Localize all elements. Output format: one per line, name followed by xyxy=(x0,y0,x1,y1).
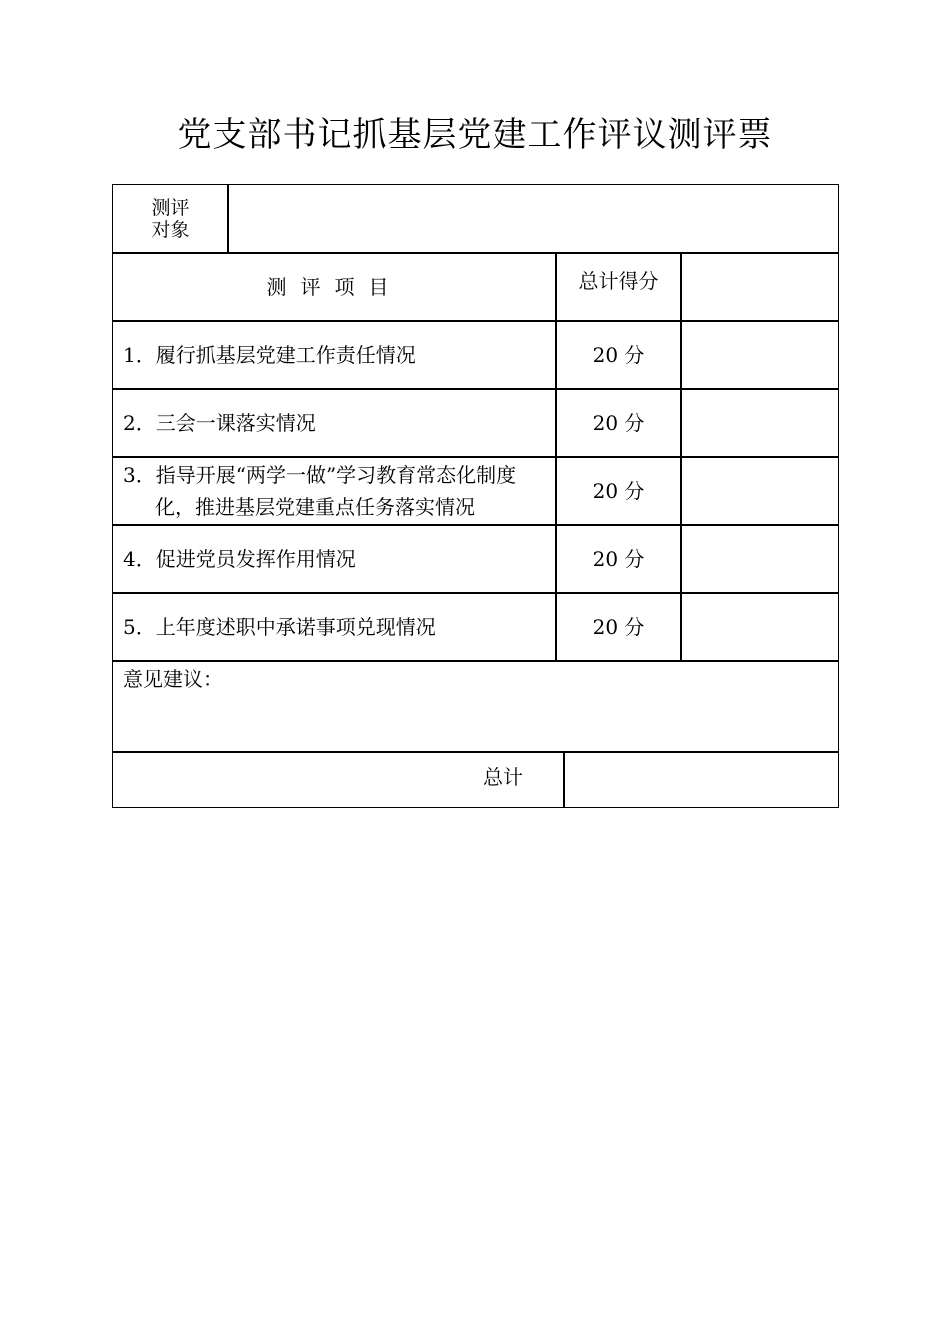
item-row-score: 20 分 xyxy=(592,478,645,503)
item-row-rating-field[interactable] xyxy=(682,525,838,592)
item-row-rating-field[interactable] xyxy=(682,593,838,660)
header-evaluation-item: 测评项目 xyxy=(266,275,403,299)
item-row-label: 1．履行抓基层党建工作责任情况 xyxy=(123,342,416,367)
target-label-line2: 对象 xyxy=(151,219,190,241)
target-label-line1: 测评 xyxy=(151,197,190,219)
header-total-score: 总计得分 xyxy=(578,269,659,293)
total-value-field[interactable] xyxy=(565,752,838,807)
target-label xyxy=(113,185,228,253)
target-value-field[interactable] xyxy=(229,185,838,252)
table-divider xyxy=(113,660,838,662)
item-row-rating-field[interactable] xyxy=(682,321,838,388)
opinion-field[interactable] xyxy=(113,695,838,751)
item-row-score: 20 分 xyxy=(592,410,645,435)
item-row-label: 2．三会一课落实情况 xyxy=(123,410,316,435)
item-row-label: 4．促进党员发挥作用情况 xyxy=(123,546,356,571)
item-row-rating-field[interactable] xyxy=(682,457,838,524)
item-row-rating-field[interactable] xyxy=(682,389,838,456)
item-row-score: 20 分 xyxy=(592,614,645,639)
page-title: 党支部书记抓基层党建工作评议测评票 xyxy=(177,115,773,155)
item-row-label-text: 3．指导开展“两学一做”学习教育常态化制度化，推进基层党建重点任务落实情况 xyxy=(123,462,517,519)
header-rating-field[interactable] xyxy=(682,253,838,320)
item-row-score: 20 分 xyxy=(592,342,645,367)
opinion-label: 意见建议： xyxy=(123,667,223,691)
total-label: 总计 xyxy=(483,765,523,789)
item-row-label: 5．上年度述职中承诺事项兑现情况 xyxy=(123,614,436,639)
evaluation-form-table xyxy=(112,184,839,808)
item-row-label xyxy=(123,457,556,524)
item-row-score: 20 分 xyxy=(592,546,645,571)
